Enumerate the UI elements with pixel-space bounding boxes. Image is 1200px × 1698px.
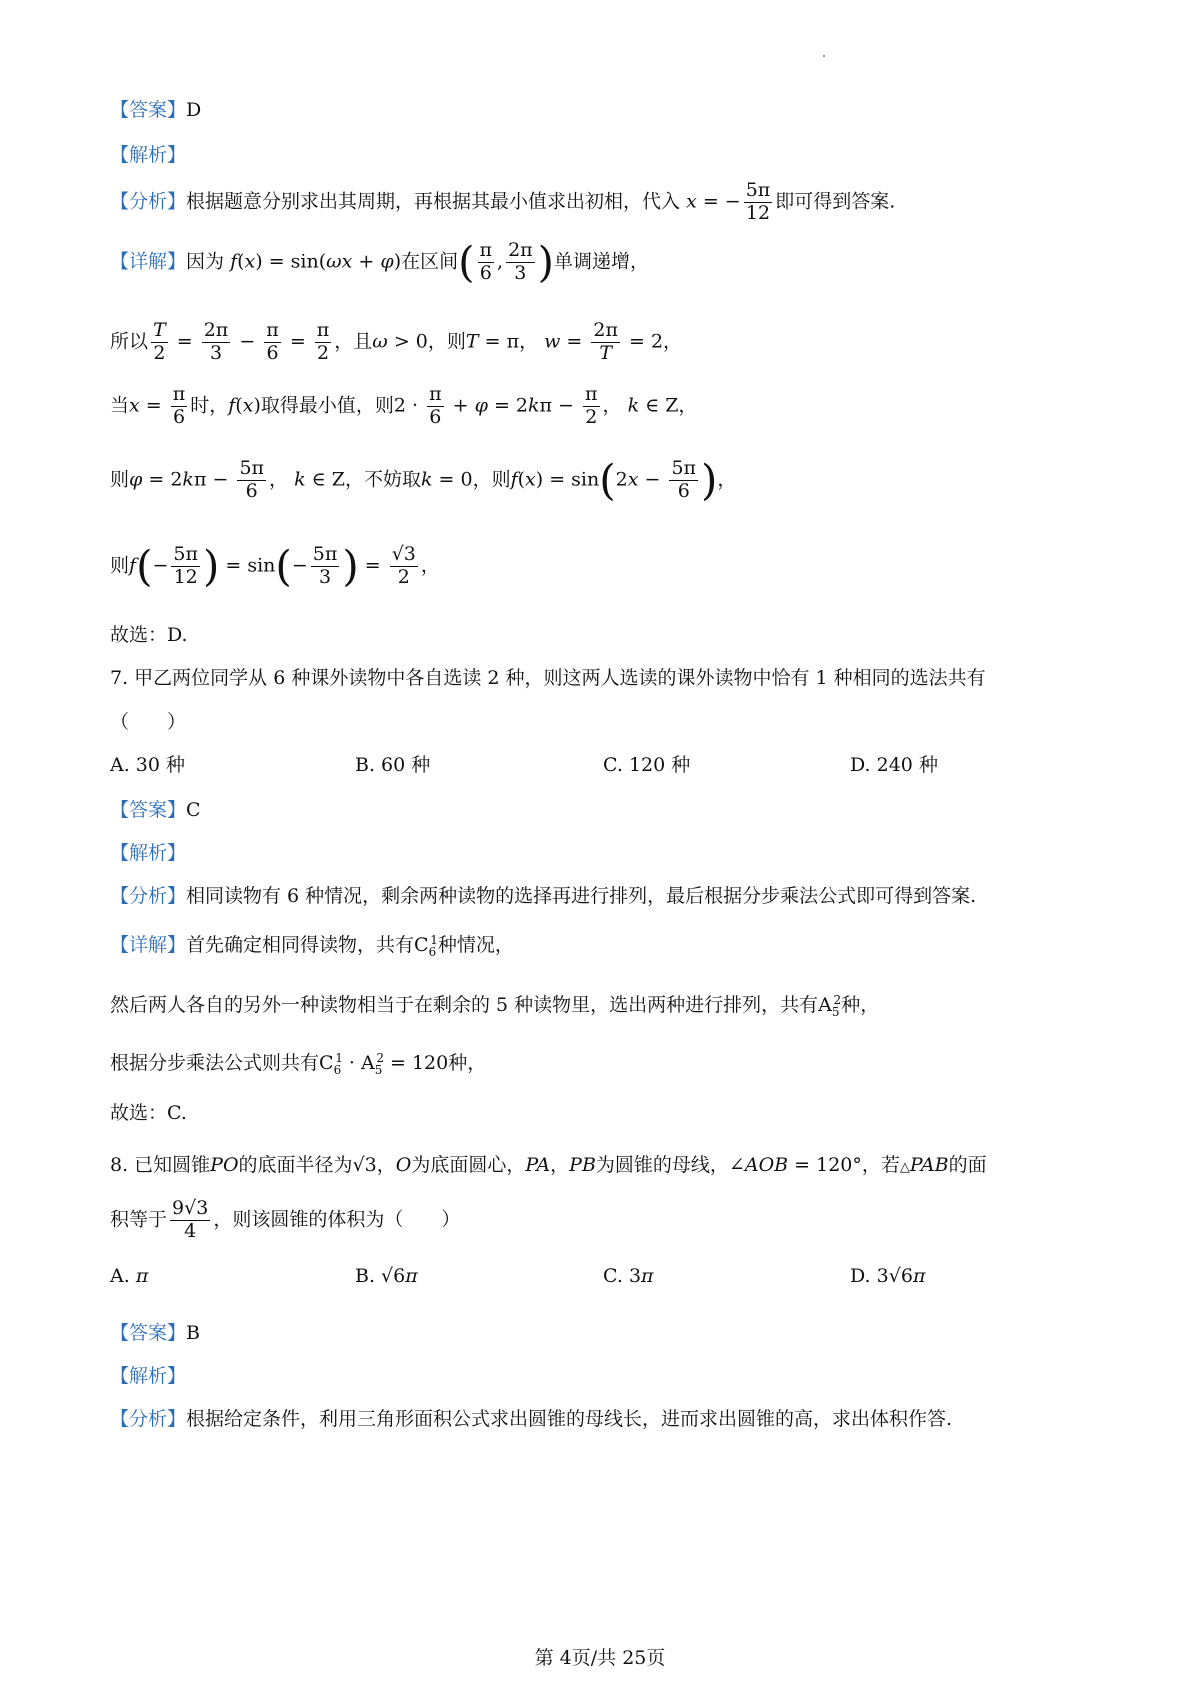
q8-stem-d: 为底面圆心，	[411, 1154, 526, 1176]
q7-detail-line: 【详解】首先确定相同得读物，共有$C_6^1$种情况，	[110, 932, 514, 959]
q8-stem-a: 8. 已知圆锥	[110, 1154, 211, 1176]
detail-text-3: 单调递增，	[554, 250, 650, 273]
q7-choose: 故选：C.	[110, 1102, 187, 1124]
detail-tag: 【详解】	[110, 250, 187, 273]
q8-stem-line1: 8. 已知圆锥PO的底面半径为√3，O为底面圆心，PA，PB为圆锥的母线，∠AOB = 120°，若△PAB的面	[110, 1154, 987, 1176]
q8-stem-e: 为圆锥的母线，	[595, 1154, 729, 1176]
q8-option-c-label: C.	[603, 1265, 623, 1287]
analysis-text-end: 即可得到答案.	[775, 190, 896, 213]
speck	[823, 55, 825, 57]
detail-text: 因为	[186, 250, 225, 273]
product-text: 根据分步乘法公式则共有	[110, 1052, 320, 1074]
q6-detail-line: 【详解】因为 f(x) = sin(ωx + φ)在区间( $\frac{\pi}{6}$ , $\frac{2\pi}{3}$ )单调递增，	[110, 237, 650, 287]
answer-tag: 【答案】	[110, 99, 187, 121]
explain-tag: 【解析】	[110, 842, 187, 864]
page-footer: 第 4页/共 25页	[534, 1647, 666, 1669]
q6-period-line: 所以 $\frac{T}{2}$ = $\frac{2\pi}{3}$ − $\frac{\pi}{6}$ = $\frac{\pi}{2}$ ，且ω > 0，则T = π， w = $\frac{2\pi}{T}$ = 2，	[110, 319, 683, 364]
min-mid: 取得最小值，则	[260, 394, 394, 417]
q6-explain-tag-line	[110, 140, 186, 167]
q6-choose: 故选：D.	[110, 624, 188, 646]
phase-mid: ，不妨取	[344, 468, 421, 491]
analysis-text: 根据给定条件，利用三角形面积公式求出圆锥的母线长，进而求出圆锥的高，求出体积作答.	[186, 1408, 953, 1430]
analysis-text: 相同读物有 6 种情况，剩余两种读物的选择再进行排列，最后根据分步乘法公式即可得到答案.	[186, 885, 977, 907]
q8-stem-c: ，	[376, 1154, 396, 1176]
q6-eval-line: 则f(− $\frac{5\pi}{12}$ ) = sin(− $\frac{5\pi}{3}$ ) = $\frac{√3}{2}$ ，	[110, 541, 440, 591]
period-prefix: 所以	[110, 330, 149, 353]
q7-blank: （ ）	[110, 711, 187, 733]
period-then: ，则	[427, 330, 466, 353]
q8-stem-line2: 积等于 $\frac{9√3}{4}$ ，则该圆锥的体积为（ ）	[110, 1197, 461, 1242]
q8-option-a-label: A.	[110, 1265, 130, 1287]
q7-perm-line: 然后两人各自的另外一种读物相当于在剩余的 5 种读物里，选出两种进行排列，共有$A_5^2$种，	[110, 992, 880, 1019]
answer-value: C	[186, 799, 201, 821]
q8-answer-line	[110, 1318, 200, 1345]
q8-option-d: D. 3√6π	[850, 1265, 926, 1287]
detail-text-2: 在区间	[401, 250, 459, 273]
q8-explain-tag-line	[110, 1361, 186, 1388]
q8-stem-f: ，若	[861, 1154, 900, 1176]
eval-prefix: 则	[110, 554, 130, 577]
analysis-tag: 【分析】	[110, 885, 187, 907]
q8-stem2-b: ，则该圆锥的体积为（ ）	[213, 1208, 461, 1231]
q6-answer-line	[110, 95, 201, 122]
detail-tag: 【详解】	[110, 934, 187, 956]
phase-then: ，则	[472, 468, 511, 491]
q7-option-d: D. 240 种	[850, 754, 938, 776]
analysis-text: 根据题意分别求出其周期，再根据其最小值求出初相，代入	[186, 190, 681, 213]
q8-stem-b: 的底面半径为	[238, 1154, 353, 1176]
product-text-2: 种，	[448, 1052, 487, 1074]
q8-analysis-line	[110, 1404, 952, 1431]
answer-value: D	[186, 99, 202, 121]
q8-stem2-a: 积等于	[110, 1208, 168, 1231]
q6-analysis-line: 【分析】根据题意分别求出其周期，再根据其最小值求出初相，代入 x = − $\frac{5\pi}{12}$ 即可得到答案.	[110, 179, 896, 224]
explain-tag: 【解析】	[110, 144, 187, 166]
perm-text-2: 种，	[841, 994, 880, 1016]
q8-option-b-label: B.	[355, 1265, 376, 1287]
detail-text: 首先确定相同得读物，共有	[186, 934, 415, 956]
q8-option-a: A. π	[110, 1265, 149, 1287]
phase-prefix: 则	[110, 468, 130, 491]
answer-value: B	[186, 1322, 200, 1344]
min-prefix: 当	[110, 394, 130, 417]
answer-tag: 【答案】	[110, 1322, 187, 1344]
analysis-tag: 【分析】	[110, 1408, 187, 1430]
detail-text-2: 种情况，	[437, 934, 514, 956]
q7-option-a: A. 30 种	[110, 754, 186, 776]
q7-explain-tag-line	[110, 838, 186, 865]
q7-option-c: C. 120 种	[603, 754, 691, 776]
q8-option-c: C. 3π	[603, 1265, 654, 1287]
q6-phase-line: 则φ = 2kπ − $\frac{5\pi}{6}$ ， k ∈ Z，不妨取k = 0，则f(x) = sin(2x − $\frac{5\pi}{6}$ )，	[110, 455, 737, 505]
min-time: 时，	[190, 394, 229, 417]
period-mid: ，且	[334, 330, 373, 353]
analysis-tag: 【分析】	[110, 190, 187, 213]
answer-tag: 【答案】	[110, 799, 187, 821]
q8-option-d-label: D.	[850, 1265, 871, 1287]
q6-min-line: 当x = $\frac{\pi}{6}$ 时，f(x)取得最小值，则2 · $\frac{\pi}{6}$ + φ = 2kπ − $\frac{\pi}{2}$ ， k ∈ Z，	[110, 383, 698, 428]
q7-answer-line	[110, 795, 201, 822]
q7-analysis-line	[110, 881, 976, 908]
q8-stem-g: 的面	[948, 1154, 987, 1176]
perm-text: 然后两人各自的另外一种读物相当于在剩余的 5 种读物里，选出两种进行排列，共有	[110, 994, 819, 1016]
q7-product-line: 根据分步乘法公式则共有$C_6^1 \cdot A_5^2 = 120$种，	[110, 1050, 487, 1077]
q7-option-b: B. 60 种	[355, 754, 431, 776]
q8-option-b: B. √6π	[355, 1265, 418, 1287]
q7-stem: 7. 甲乙两位同学从 6 种课外读物中各自选读 2 种，则这两人选读的课外读物中恰有 1 种相同的选法共有	[110, 667, 986, 689]
explain-tag: 【解析】	[110, 1365, 187, 1387]
